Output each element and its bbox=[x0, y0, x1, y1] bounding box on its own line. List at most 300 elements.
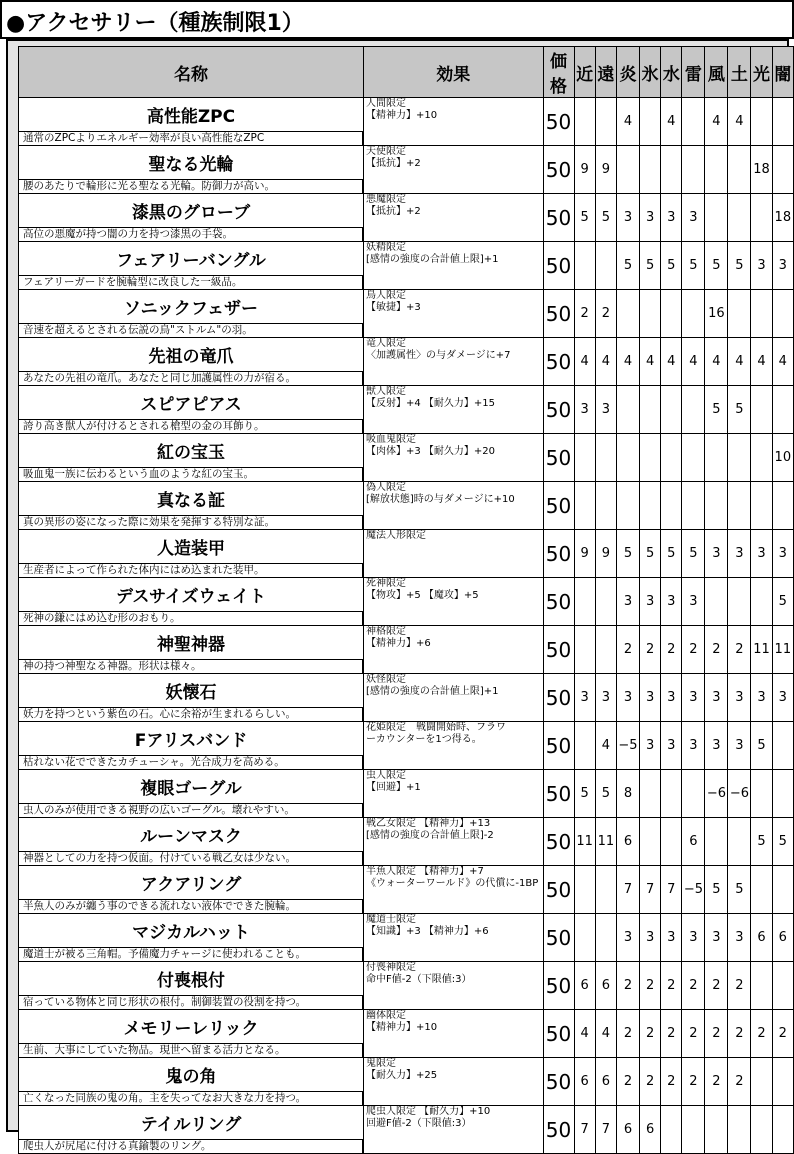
item-description: 真の異形の姿になった際に効果を発揮する特別な証。 bbox=[19, 516, 363, 529]
stat-cell: 5 bbox=[728, 242, 751, 290]
stat-cell: −5 bbox=[682, 866, 705, 914]
item-cell bbox=[19, 482, 364, 530]
item-description: 生産者によって作られた体内にはめ込まれた装甲。 bbox=[19, 564, 363, 577]
table-row bbox=[19, 1010, 794, 1058]
effect-line: [感情の強度の合計値上限]-2 bbox=[366, 830, 494, 841]
price-cell: 50 bbox=[543, 962, 574, 1010]
stat-cell bbox=[751, 770, 772, 818]
stat-cell: 3 bbox=[751, 530, 772, 578]
stat-cell: 2 bbox=[682, 962, 705, 1010]
item-name: 鬼の角 bbox=[19, 1058, 363, 1092]
stat-cell: 4 bbox=[705, 98, 728, 146]
item-description: 亡くなった同族の鬼の角。主を失ってなお大きな力を持つ。 bbox=[19, 1092, 363, 1105]
price-cell: 50 bbox=[543, 626, 574, 674]
stat-cell bbox=[661, 818, 682, 866]
effect-line: 命中F値-2（下限値:3） bbox=[366, 974, 472, 985]
stat-cell: 3 bbox=[751, 674, 772, 722]
item-name: 複眼ゴーグル bbox=[19, 770, 363, 804]
stat-cell: 2 bbox=[639, 626, 660, 674]
stat-cell: 2 bbox=[616, 962, 639, 1010]
item-name: Fアリスバンド bbox=[19, 722, 363, 756]
effect-line: 【知識】+3 【精神力】+6 bbox=[366, 926, 489, 937]
stat-cell: 2 bbox=[639, 962, 660, 1010]
stat-cell: 3 bbox=[574, 386, 595, 434]
stat-cell bbox=[728, 290, 751, 338]
stat-cell: 3 bbox=[639, 194, 660, 242]
stat-cell bbox=[661, 770, 682, 818]
table-row bbox=[19, 386, 794, 434]
column-header: 名称 bbox=[19, 47, 364, 98]
stat-cell: 5 bbox=[639, 530, 660, 578]
stat-cell bbox=[574, 434, 595, 482]
item-description: 神の持つ神聖なる神器。形状は様々。 bbox=[19, 660, 363, 673]
stat-cell bbox=[772, 962, 793, 1010]
stat-cell: 5 bbox=[728, 866, 751, 914]
stat-cell bbox=[751, 1106, 772, 1154]
effect-cell bbox=[364, 386, 544, 434]
item-cell bbox=[19, 578, 364, 626]
stat-cell bbox=[616, 146, 639, 194]
stat-cell bbox=[616, 482, 639, 530]
stat-cell bbox=[639, 146, 660, 194]
item-name: マジカルハット bbox=[19, 914, 363, 948]
stat-cell: 11 bbox=[751, 626, 772, 674]
stat-cell: 3 bbox=[772, 242, 793, 290]
stat-cell: 4 bbox=[751, 338, 772, 386]
stat-cell bbox=[661, 290, 682, 338]
item-description: 音速を超えるとされる伝説の鳥"ストルム"の羽。 bbox=[19, 324, 363, 337]
stat-cell: 6 bbox=[682, 818, 705, 866]
stat-cell: 5 bbox=[772, 578, 793, 626]
item-cell bbox=[19, 242, 364, 290]
price-cell: 50 bbox=[543, 386, 574, 434]
table-body bbox=[19, 98, 794, 1154]
stat-cell: 5 bbox=[728, 386, 751, 434]
stat-cell bbox=[639, 434, 660, 482]
effect-cell bbox=[364, 434, 544, 482]
stat-cell bbox=[616, 386, 639, 434]
effect-line: 【抵抗】+2 bbox=[366, 206, 421, 217]
stat-cell: 3 bbox=[616, 578, 639, 626]
item-name: 漆黒のグローブ bbox=[19, 194, 363, 228]
effect-line: 付喪神限定 bbox=[366, 962, 416, 973]
item-name: 付喪根付 bbox=[19, 962, 363, 996]
effect-cell bbox=[364, 722, 544, 770]
item-cell bbox=[19, 386, 364, 434]
stat-cell bbox=[595, 482, 616, 530]
stat-cell: 3 bbox=[772, 530, 793, 578]
effect-cell bbox=[364, 146, 544, 194]
column-header: 遠 bbox=[595, 47, 616, 98]
stat-cell: 3 bbox=[682, 578, 705, 626]
table-row bbox=[19, 146, 794, 194]
stat-cell bbox=[728, 1106, 751, 1154]
item-name: テイルリング bbox=[19, 1106, 363, 1140]
stat-cell: 2 bbox=[728, 1058, 751, 1106]
effect-line: 死神限定 bbox=[366, 578, 406, 589]
stat-cell: 2 bbox=[682, 1010, 705, 1058]
stat-cell: 3 bbox=[616, 914, 639, 962]
stat-cell bbox=[728, 434, 751, 482]
stat-cell: 5 bbox=[682, 242, 705, 290]
stat-cell bbox=[772, 1106, 793, 1154]
table-row bbox=[19, 1106, 794, 1154]
effect-line: 半魚人限定 【精神力】+7 bbox=[366, 866, 484, 877]
table-row bbox=[19, 482, 794, 530]
table-row bbox=[19, 770, 794, 818]
header-row bbox=[19, 47, 794, 98]
stat-cell bbox=[661, 386, 682, 434]
table-row bbox=[19, 722, 794, 770]
table-row bbox=[19, 1058, 794, 1106]
effect-cell bbox=[364, 674, 544, 722]
effect-cell bbox=[364, 962, 544, 1010]
effect-cell bbox=[364, 1058, 544, 1106]
stat-cell: 3 bbox=[639, 722, 660, 770]
stat-cell: 2 bbox=[705, 962, 728, 1010]
effect-cell bbox=[364, 1106, 544, 1154]
stat-cell bbox=[705, 146, 728, 194]
stat-cell bbox=[772, 482, 793, 530]
table-row bbox=[19, 962, 794, 1010]
stat-cell: 18 bbox=[751, 146, 772, 194]
stat-cell bbox=[705, 1106, 728, 1154]
stat-cell bbox=[705, 578, 728, 626]
price-cell: 50 bbox=[543, 818, 574, 866]
stat-cell: 5 bbox=[661, 242, 682, 290]
item-description: 宿っている物体と同じ形状の根付。制御装置の役割を持つ。 bbox=[19, 996, 363, 1009]
effect-cell bbox=[364, 866, 544, 914]
stat-cell: 2 bbox=[639, 1058, 660, 1106]
price-cell: 50 bbox=[543, 1010, 574, 1058]
effect-line: 爬虫人限定 【耐久力】+10 bbox=[366, 1106, 491, 1117]
price-cell: 50 bbox=[543, 1058, 574, 1106]
stat-cell: 2 bbox=[682, 626, 705, 674]
effect-line: 【回避】+1 bbox=[366, 782, 421, 793]
item-description: 通常のZPCよりエネルギー効率が良い高性能なZPC bbox=[19, 132, 363, 145]
stat-cell: 9 bbox=[595, 146, 616, 194]
effect-line: ーカウンターを1つ得る。 bbox=[366, 734, 482, 745]
stat-cell: 3 bbox=[616, 674, 639, 722]
effect-line: 【物攻】+5 【魔攻】+5 bbox=[366, 590, 479, 601]
effect-line: 魔道士限定 bbox=[366, 914, 416, 925]
stat-cell bbox=[772, 722, 793, 770]
page-title: ●アクセサリー（種族制限1） bbox=[0, 0, 794, 39]
stat-cell: 3 bbox=[728, 914, 751, 962]
stat-cell bbox=[661, 1106, 682, 1154]
stat-cell bbox=[772, 386, 793, 434]
table-row bbox=[19, 242, 794, 290]
effect-cell bbox=[364, 578, 544, 626]
stat-cell: 10 bbox=[772, 434, 793, 482]
stat-cell bbox=[751, 962, 772, 1010]
stat-cell: 4 bbox=[705, 338, 728, 386]
stat-cell: 5 bbox=[574, 770, 595, 818]
effect-line: 【耐久力】+25 bbox=[366, 1070, 438, 1081]
stat-cell: 5 bbox=[574, 194, 595, 242]
item-description: 半魚人のみが纏う事のできる流れない液体でできた腕輪。 bbox=[19, 900, 363, 913]
column-header: 水 bbox=[661, 47, 682, 98]
effect-line: 獣人限定 bbox=[366, 386, 406, 397]
stat-cell: 3 bbox=[682, 194, 705, 242]
item-name: 妖懐石 bbox=[19, 674, 363, 708]
stat-cell: 3 bbox=[705, 530, 728, 578]
stat-cell bbox=[682, 386, 705, 434]
stat-cell: 5 bbox=[616, 242, 639, 290]
stat-cell bbox=[772, 290, 793, 338]
stat-cell: 2 bbox=[661, 1010, 682, 1058]
stat-cell: 5 bbox=[751, 818, 772, 866]
column-header: 土 bbox=[728, 47, 751, 98]
stat-cell bbox=[705, 818, 728, 866]
item-name: 高性能ZPC bbox=[19, 98, 363, 132]
item-description: 枯れない花でできたカチューシャ。光合成力を高める。 bbox=[19, 756, 363, 769]
stat-cell: 2 bbox=[661, 626, 682, 674]
effect-line: 魔法人形限定 bbox=[366, 530, 426, 541]
stat-cell: 9 bbox=[595, 530, 616, 578]
column-header: 効果 bbox=[364, 47, 544, 98]
item-description: 魔道士が被る三角帽。予備魔力チャージに使われることも。 bbox=[19, 948, 363, 961]
stat-cell bbox=[639, 290, 660, 338]
effect-line: 〈加護属性〉の与ダメージに+7 bbox=[366, 350, 511, 361]
effect-line: 鬼限定 bbox=[366, 1058, 396, 1069]
stat-cell: 3 bbox=[639, 914, 660, 962]
stat-cell: 3 bbox=[728, 674, 751, 722]
stat-cell: 3 bbox=[661, 674, 682, 722]
effect-line: 竜人限定 bbox=[366, 338, 406, 349]
stat-cell: 5 bbox=[705, 242, 728, 290]
stat-cell: 4 bbox=[574, 1010, 595, 1058]
table-row bbox=[19, 290, 794, 338]
item-description: 腰のあたりで輪形に光る聖なる光輪。防御力が高い。 bbox=[19, 180, 363, 193]
effect-line: 【抵抗】+2 bbox=[366, 158, 421, 169]
column-header: 近 bbox=[574, 47, 595, 98]
stat-cell: 11 bbox=[574, 818, 595, 866]
column-header: 雷 bbox=[682, 47, 705, 98]
stat-cell: 5 bbox=[682, 530, 705, 578]
stat-cell: 7 bbox=[595, 1106, 616, 1154]
stat-cell bbox=[574, 578, 595, 626]
effect-cell bbox=[364, 242, 544, 290]
item-description: 死神の鎌にはめ込む形のおもり。 bbox=[19, 612, 363, 625]
stat-cell: 3 bbox=[661, 722, 682, 770]
effect-cell bbox=[364, 1010, 544, 1058]
stat-cell bbox=[574, 482, 595, 530]
stat-cell bbox=[661, 146, 682, 194]
stat-cell bbox=[751, 290, 772, 338]
stat-cell bbox=[705, 434, 728, 482]
effect-line: [感情の強度の合計値上限]+1 bbox=[366, 686, 499, 697]
effect-cell bbox=[364, 194, 544, 242]
effect-line: 偽人限定 bbox=[366, 482, 406, 493]
stat-cell: 6 bbox=[595, 962, 616, 1010]
effect-cell bbox=[364, 770, 544, 818]
item-cell bbox=[19, 290, 364, 338]
price-cell: 50 bbox=[543, 770, 574, 818]
price-cell: 50 bbox=[543, 242, 574, 290]
stat-cell: 2 bbox=[661, 962, 682, 1010]
stat-cell bbox=[682, 98, 705, 146]
stat-cell: 3 bbox=[639, 578, 660, 626]
stat-cell: 5 bbox=[616, 530, 639, 578]
effect-line: 虫人限定 bbox=[366, 770, 406, 781]
table-row bbox=[19, 98, 794, 146]
stat-cell: 11 bbox=[595, 818, 616, 866]
stat-cell bbox=[595, 434, 616, 482]
stat-cell: 4 bbox=[772, 338, 793, 386]
stat-cell bbox=[574, 626, 595, 674]
effect-line: 《ウォーターワールド》の代償に-1BP bbox=[366, 878, 539, 889]
stat-cell: 6 bbox=[616, 818, 639, 866]
effect-line: 【精神力】+10 bbox=[366, 110, 438, 121]
stat-cell: 6 bbox=[751, 914, 772, 962]
stat-cell bbox=[772, 146, 793, 194]
item-cell bbox=[19, 434, 364, 482]
stat-cell: 18 bbox=[772, 194, 793, 242]
stat-cell: 7 bbox=[616, 866, 639, 914]
stat-cell: 2 bbox=[616, 1010, 639, 1058]
stat-cell: 3 bbox=[661, 194, 682, 242]
effect-line: 【肉体】+3 【耐久力】+20 bbox=[366, 446, 496, 457]
stat-cell bbox=[682, 1106, 705, 1154]
stat-cell: 2 bbox=[728, 1010, 751, 1058]
stat-cell: 4 bbox=[616, 98, 639, 146]
stat-cell bbox=[682, 482, 705, 530]
effect-line: 鳥人限定 bbox=[366, 290, 406, 301]
column-header: 風 bbox=[705, 47, 728, 98]
stat-cell: 4 bbox=[574, 338, 595, 386]
item-description: 吸血鬼一族に伝わるという血のような紅の宝玉。 bbox=[19, 468, 363, 481]
effect-cell bbox=[364, 482, 544, 530]
price-cell: 50 bbox=[543, 866, 574, 914]
item-name: デスサイズウェイト bbox=[19, 578, 363, 612]
stat-cell: 4 bbox=[682, 338, 705, 386]
stat-cell: 11 bbox=[772, 626, 793, 674]
stat-cell bbox=[751, 98, 772, 146]
stat-cell: 3 bbox=[682, 722, 705, 770]
stat-cell: 2 bbox=[595, 290, 616, 338]
stat-cell: 9 bbox=[574, 146, 595, 194]
stat-cell bbox=[682, 146, 705, 194]
stat-cell bbox=[772, 1058, 793, 1106]
stat-cell: 3 bbox=[682, 674, 705, 722]
effect-line: 幽体限定 bbox=[366, 1010, 406, 1021]
stat-cell: −6 bbox=[705, 770, 728, 818]
item-cell bbox=[19, 1010, 364, 1058]
stat-cell bbox=[728, 482, 751, 530]
item-name: メモリーレリック bbox=[19, 1010, 363, 1044]
stat-cell: 6 bbox=[772, 914, 793, 962]
stat-cell: 5 bbox=[705, 866, 728, 914]
stat-cell: 8 bbox=[616, 770, 639, 818]
stat-cell: 6 bbox=[639, 1106, 660, 1154]
effect-line: [感情の強度の合計値上限]+1 bbox=[366, 254, 499, 265]
item-cell bbox=[19, 962, 364, 1010]
stat-cell: 2 bbox=[728, 626, 751, 674]
price-cell: 50 bbox=[543, 290, 574, 338]
stat-cell: 2 bbox=[616, 1058, 639, 1106]
stat-cell bbox=[574, 98, 595, 146]
item-cell bbox=[19, 674, 364, 722]
stat-cell bbox=[751, 482, 772, 530]
stat-cell: 3 bbox=[595, 386, 616, 434]
stat-cell bbox=[705, 482, 728, 530]
effect-line: 戦乙女限定 【精神力】+13 bbox=[366, 818, 491, 829]
column-header: 光 bbox=[751, 47, 772, 98]
stat-cell: 4 bbox=[595, 722, 616, 770]
effect-cell bbox=[364, 290, 544, 338]
stat-cell bbox=[661, 434, 682, 482]
item-name: ルーンマスク bbox=[19, 818, 363, 852]
stat-cell bbox=[639, 482, 660, 530]
table-row bbox=[19, 914, 794, 962]
effect-line: 【精神力】+10 bbox=[366, 1022, 438, 1033]
stat-cell: 9 bbox=[574, 530, 595, 578]
stat-cell bbox=[616, 290, 639, 338]
item-description: 虫人のみが使用できる視野の広いゴーグル。壊れやすい。 bbox=[19, 804, 363, 817]
stat-cell bbox=[728, 578, 751, 626]
stat-cell: 5 bbox=[661, 530, 682, 578]
stat-cell bbox=[751, 194, 772, 242]
stat-cell bbox=[751, 1058, 772, 1106]
stat-cell bbox=[705, 194, 728, 242]
effect-line: 花姫限定 戦闘開始時、フラワ bbox=[366, 722, 506, 733]
stat-cell: 2 bbox=[574, 290, 595, 338]
stat-cell bbox=[639, 818, 660, 866]
table-row bbox=[19, 818, 794, 866]
item-cell bbox=[19, 818, 364, 866]
stat-cell: 3 bbox=[728, 530, 751, 578]
accessory-table bbox=[18, 46, 794, 1154]
price-cell: 50 bbox=[543, 482, 574, 530]
effect-line: 妖精限定 bbox=[366, 242, 406, 253]
table-row bbox=[19, 434, 794, 482]
stat-cell: 4 bbox=[728, 338, 751, 386]
stat-cell: 5 bbox=[705, 386, 728, 434]
stat-cell: 3 bbox=[661, 578, 682, 626]
item-name: スピアピアス bbox=[19, 386, 363, 420]
stat-cell bbox=[728, 818, 751, 866]
item-cell bbox=[19, 1106, 364, 1154]
stat-cell: 2 bbox=[682, 1058, 705, 1106]
stat-cell: 6 bbox=[574, 962, 595, 1010]
stat-cell bbox=[574, 866, 595, 914]
stat-cell: 5 bbox=[751, 722, 772, 770]
stat-cell bbox=[639, 98, 660, 146]
stat-cell bbox=[595, 914, 616, 962]
stat-cell: 5 bbox=[595, 770, 616, 818]
stat-cell: 4 bbox=[616, 338, 639, 386]
stat-cell bbox=[661, 482, 682, 530]
stat-cell bbox=[595, 578, 616, 626]
stat-cell: 3 bbox=[705, 722, 728, 770]
table-row bbox=[19, 530, 794, 578]
stat-cell: 2 bbox=[705, 1010, 728, 1058]
stat-cell bbox=[595, 98, 616, 146]
stat-cell bbox=[751, 386, 772, 434]
stat-cell bbox=[616, 434, 639, 482]
stat-cell bbox=[639, 770, 660, 818]
stat-cell: 6 bbox=[616, 1106, 639, 1154]
stat-cell: 3 bbox=[728, 722, 751, 770]
item-name: 紅の宝玉 bbox=[19, 434, 363, 468]
stat-cell: 4 bbox=[595, 1010, 616, 1058]
item-name: アクアリング bbox=[19, 866, 363, 900]
stat-cell: 4 bbox=[639, 338, 660, 386]
effect-line: 神格限定 bbox=[366, 626, 406, 637]
stat-cell: 3 bbox=[772, 674, 793, 722]
stat-cell bbox=[772, 866, 793, 914]
